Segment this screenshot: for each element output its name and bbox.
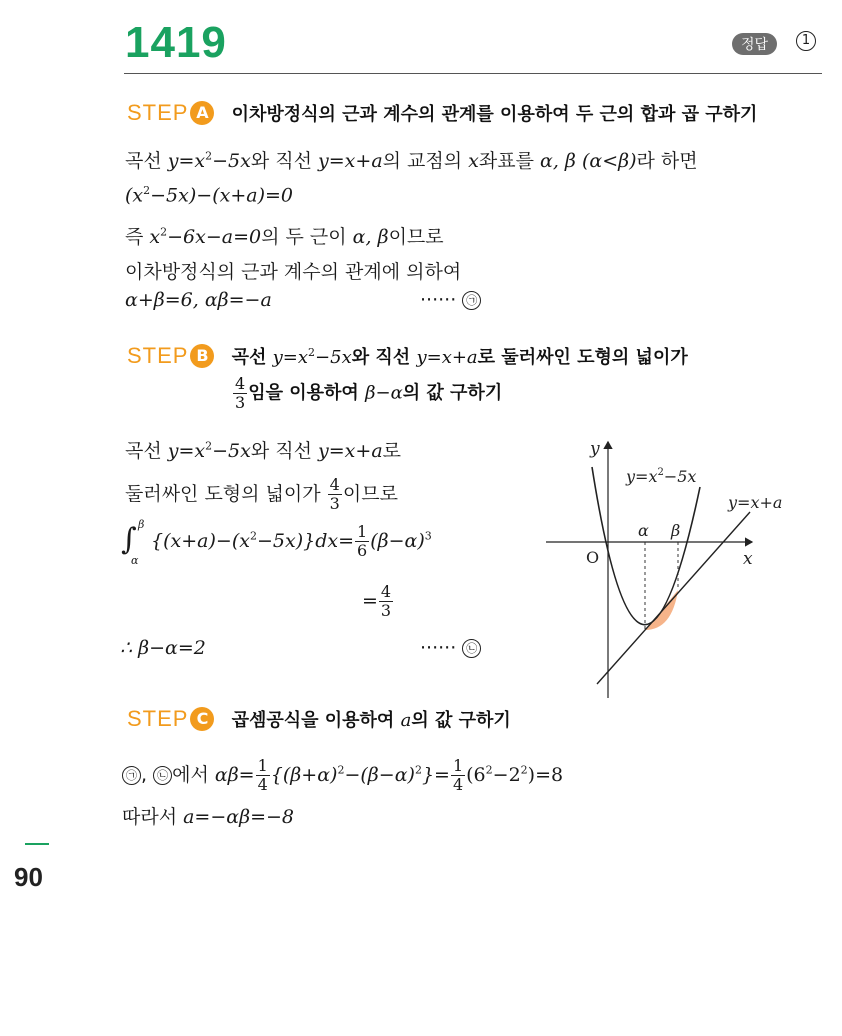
step-a-line-1: 곡선 $y=x^2-5x$와 직선 y=x+a의 교점의 x좌표를 α, β (α<β)라 하면: [125, 149, 698, 172]
circled-mark: ㉠: [122, 766, 141, 785]
step-title: 이차방정식의 근과 계수의 관계를 이용하여 두 근의 합과 곱 구하기: [231, 104, 758, 125]
origin-label: O: [586, 548, 600, 567]
parabola-line-graph: [540, 432, 820, 702]
fraction: $\frac{1}{6}$: [357, 522, 368, 560]
step-letter: B: [190, 344, 214, 368]
problem-number: 1419: [125, 18, 227, 67]
fraction: $\frac{1}{4}$: [452, 756, 464, 794]
fraction: $\frac{1}{4}$: [257, 756, 268, 794]
integral-sign: ∫ β α: [121, 518, 145, 567]
step-title: 곱셈공식을 이용하여 a의 값 구하기: [231, 710, 511, 731]
curve-label: $y=x^2-5x$: [626, 467, 697, 486]
beta-label: β: [671, 521, 681, 540]
circled-mark: ㉠: [462, 291, 481, 310]
fraction: $\frac{4}{3}$: [235, 374, 246, 412]
equation-marker-2: ······ ㉡: [420, 637, 481, 659]
circled-mark: ㉡: [153, 766, 172, 785]
page-number: 90: [14, 862, 43, 892]
step-a-line-2: $(x^2-5x)-(x+a)=0$: [125, 184, 293, 207]
answer-value: 1: [796, 31, 816, 51]
step-c-line-1: ㉠ , ㉡ 에서 αβ= $\frac{1}{4}$ $\{(\beta+\alpha)^2-(\beta-\alpha)^2\}=$ $\frac{1}{4}$ $(6^2-2^2)=8$: [122, 758, 563, 793]
circled-mark: ㉡: [462, 639, 481, 658]
step-b-line-2: 둘러싸인 도형의 넓이가 $\frac{4}{3}$ 이므로: [125, 475, 398, 513]
line-label: y=x+a: [728, 493, 783, 512]
fraction: $\frac{4}{3}$: [380, 582, 392, 620]
step-label: STEP: [127, 100, 189, 125]
step-a-line-4: 이차방정식의 근과 계수의 관계에 의하여: [125, 261, 462, 283]
step-label: STEP: [127, 706, 189, 731]
page-number-bar: [25, 843, 49, 845]
answer-badge: 정답: [732, 33, 777, 55]
header-divider: [124, 73, 822, 74]
integral-equation: ∫ β α $\{(x+a)-(x^2-5x)\}dx=$ $\frac{1}{6}$ $(\beta-\alpha)^3$: [121, 518, 432, 567]
step-b-heading-2: $\frac{4}{3}$ 임을 이용하여 β−α의 값 구하기: [235, 374, 503, 412]
integral-result: = $\frac{4}{3}$: [362, 582, 392, 620]
step-b-heading: [127, 343, 688, 369]
step-c-line-2: 따라서 a=−αβ=−8: [122, 806, 295, 828]
step-a-line-3: 즉 $x^2-6x-a=0$의 두 근이 α, β이므로: [125, 225, 444, 248]
step-letter: C: [190, 707, 214, 731]
alpha-label: α: [638, 521, 649, 540]
step-c-heading: [127, 706, 511, 732]
step-b-line-1: 곡선 $y=x^2-5x$와 직선 y=x+a로: [125, 439, 402, 462]
fraction: $\frac{4}{3}$: [329, 475, 340, 513]
equation-marker-1: ······ ㉠: [420, 289, 481, 311]
step-a-heading: [127, 100, 757, 126]
y-axis-label: y: [590, 439, 600, 459]
x-axis-label: x: [743, 549, 753, 569]
step-letter: A: [190, 101, 214, 125]
step-b-line-5: ∴ β−α=2: [120, 637, 206, 659]
step-a-line-5: α+β=6, αβ=−a: [125, 289, 272, 311]
step-title: 곡선 $y=x^2-5x$와 직선 y=x+a로 둘러싸인 도형의 넓이가: [231, 346, 688, 368]
step-label: STEP: [127, 343, 189, 368]
